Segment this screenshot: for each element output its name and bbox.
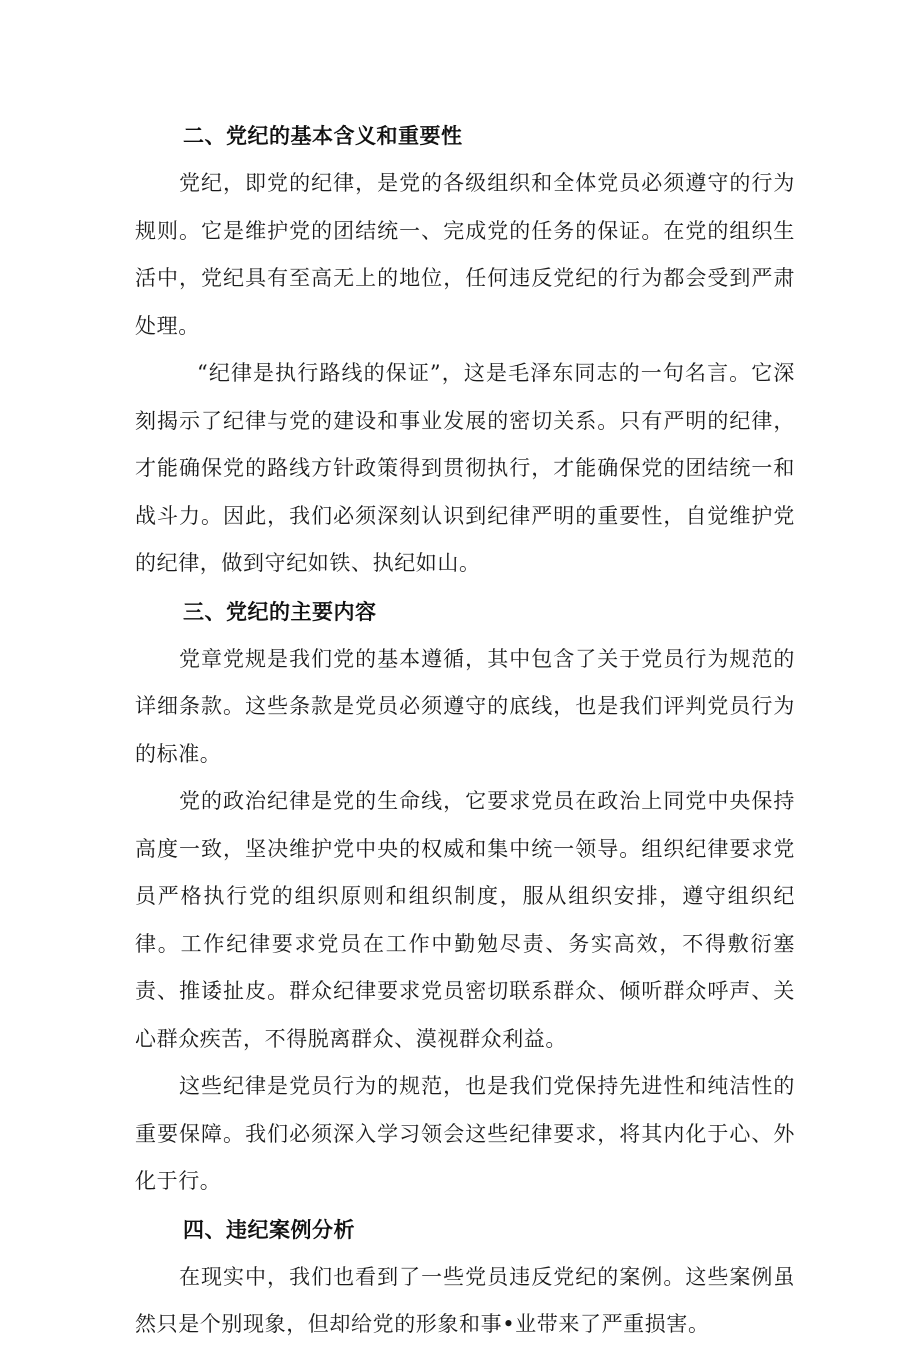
- paragraph: 在现实中，我们也看到了一些党员违反党纪的案例。这些案例虽然只是个别现象，但却给党的形象和事•业带来了严重损害。: [135, 1264, 795, 1336]
- section-heading: 二、党纪的基本含义和重要性: [183, 124, 463, 148]
- paragraph: 党章党规是我们党的基本遵循，其中包含了关于党员行为规范的详细条款。这些条款是党员必须遵守的底线，也是我们评判党员行为的标准。: [135, 646, 795, 766]
- section-heading: 四、违纪案例分析: [183, 1217, 355, 1242]
- paragraph: 这些纪律是党员行为的规范，也是我们党保持先进性和纯洁性的重要保障。我们必须深入学习领会这些纪律要求，将其内化于心、外化于行。: [135, 1074, 795, 1193]
- paragraph: “纪律是执行路线的保证”，这是毛泽东同志的一句名言。它深刻揭示了纪律与党的建设和事业发展的密切关系。只有严明的纪律，才能确保党的路线方针政策得到贯彻执行，才能确保党的团结统一和战斗力。因此，我们必须深刻认识到纪律严明的重要性，自觉维护党的纪律，做到守纪如铁、执纪如山。: [135, 361, 795, 575]
- paragraph: 党的政治纪律是党的生命线，它要求党员在政治上同党中央保持高度一致，坚决维护党中央的权威和集中统一领导。组织纪律要求党员严格执行党的组织原则和组织制度，服从组织安排，遵守组织纪律。工作纪律要求党员在工作中勤勉尽责、务实高效，不得敷衍塞责、推诿扯皮。群众纪律要求党员密切联系群众、倾听群众呼声、关心群众疾苦，不得脱离群众、漠视群众利益。: [135, 789, 795, 1051]
- paragraph: 党纪，即党的纪律，是党的各级组织和全体党员必须遵守的行为规则。它是维护党的团结统一、完成党的任务的保证。在党的组织生活中，党纪具有至高无上的地位，任何违反党纪的行为都会受到严肃处理。: [135, 171, 795, 338]
- section-violation-cases: [135, 1206, 795, 1349]
- section-heading: 三、党纪的主要内容: [183, 599, 377, 624]
- section-party-discipline-meaning: [135, 112, 795, 588]
- document-body: [135, 112, 795, 1349]
- section-party-discipline-content: [135, 588, 795, 1206]
